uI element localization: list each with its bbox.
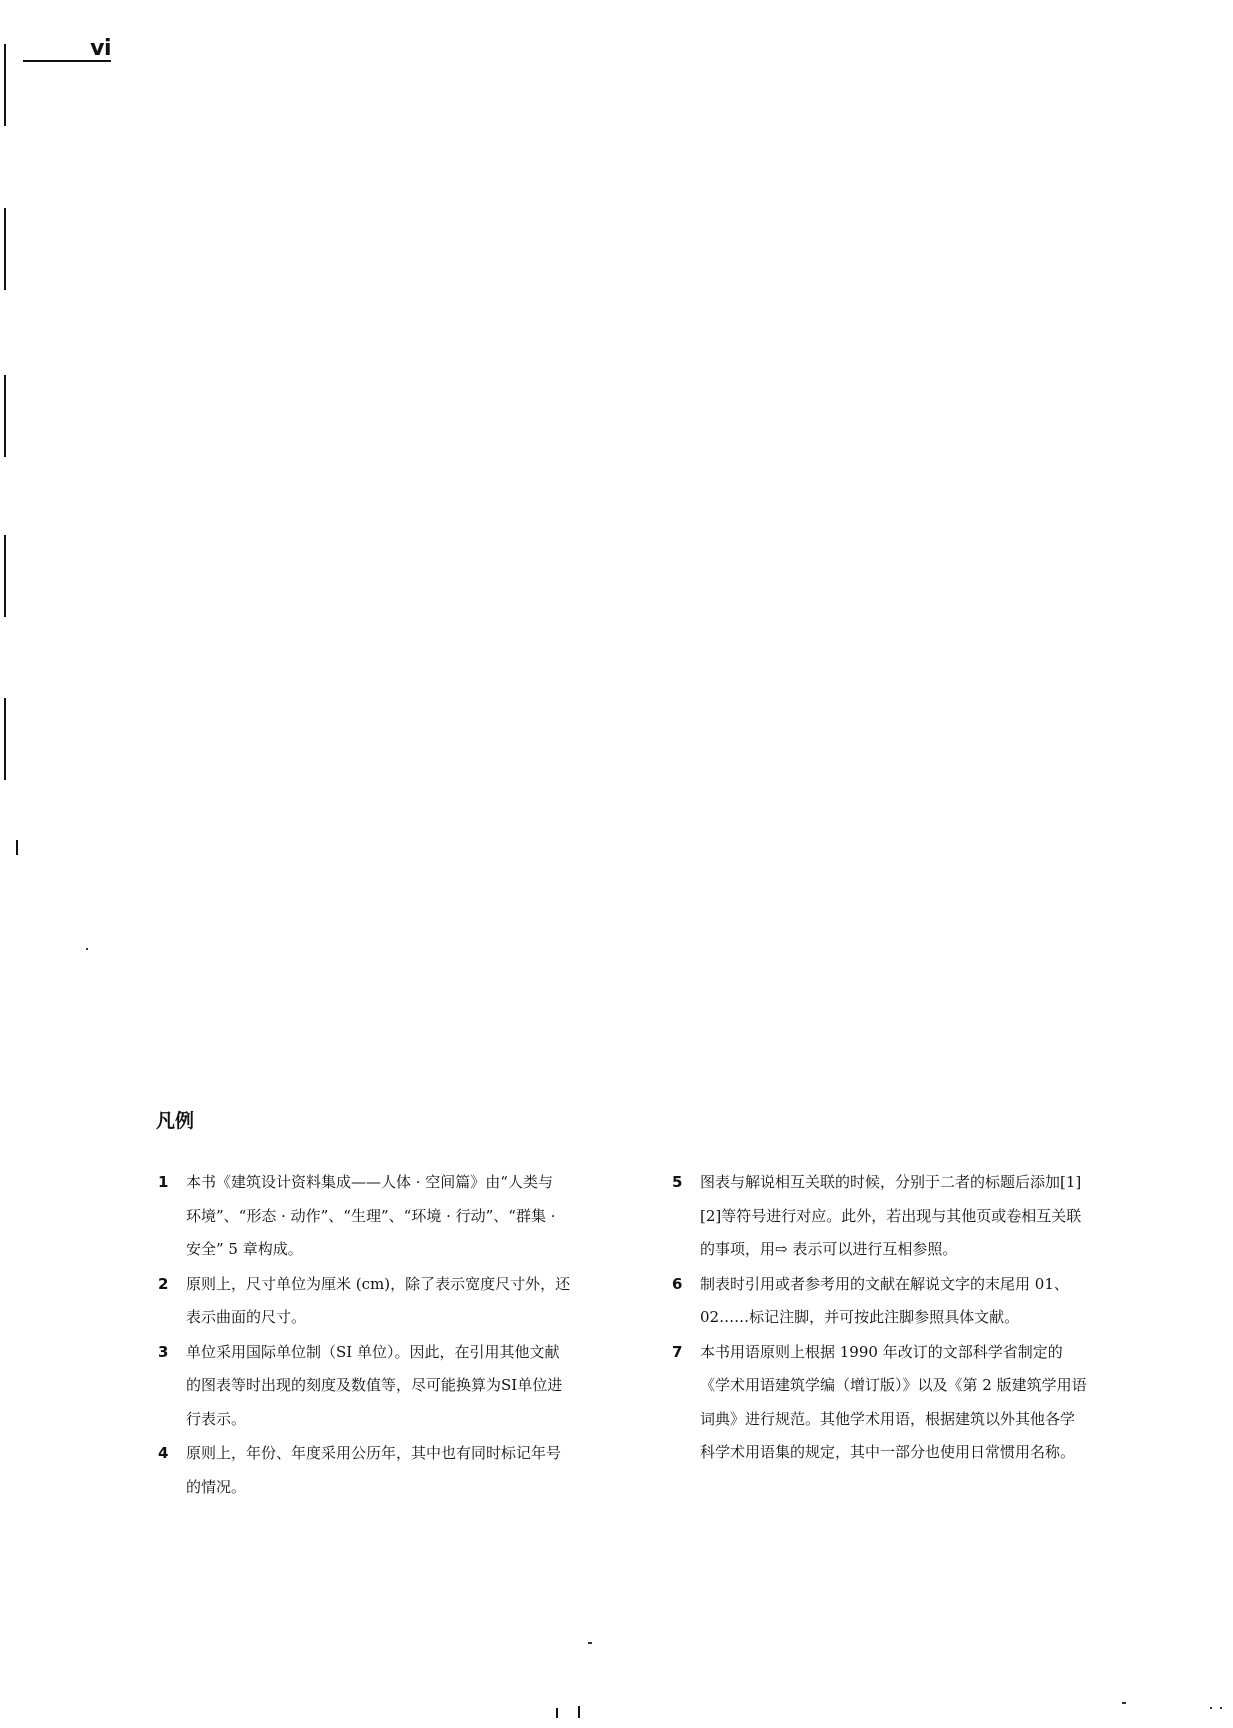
note-text (700, 1336, 1170, 1470)
note-item (670, 1336, 1170, 1470)
section-title: 凡例 (156, 1110, 195, 1132)
note-line: 行表示。 (186, 1409, 247, 1428)
note-number: 2 (158, 1274, 169, 1293)
note-number: 6 (672, 1274, 683, 1293)
notes-column-right (670, 1166, 1170, 1471)
note-item (156, 1336, 656, 1437)
note-line: 制表时引用或者参考用的文献在解说文字的末尾用 01、 (700, 1274, 1069, 1293)
note-number: 7 (672, 1342, 683, 1361)
note-number: 5 (672, 1173, 683, 1191)
page-number: vi (90, 36, 111, 61)
margin-rule (4, 44, 6, 126)
note-line: 图表与解说相互关联的时候，分别于二者的标题后添加[1] (700, 1173, 1082, 1191)
note-item (156, 1268, 656, 1335)
scan-speck (1122, 1702, 1126, 1704)
note-item (670, 1166, 1170, 1267)
note-line: 《学术用语建筑学编（增订版）》以及《第 2 版建筑学用语 (700, 1376, 1087, 1394)
bottom-mark (578, 1706, 580, 1718)
note-number: 1 (158, 1173, 169, 1191)
margin-rule (4, 698, 6, 780)
note-line: 词典》进行规范。其他学术用语，根据建筑以外其他各学 (700, 1409, 1076, 1428)
page-folio (23, 36, 111, 62)
scan-speck (1220, 1707, 1222, 1709)
bottom-mark (556, 1708, 558, 1718)
note-item (156, 1437, 656, 1504)
note-number: 4 (158, 1444, 169, 1462)
scan-speck (1210, 1707, 1212, 1709)
note-line: 环境”、“形态 · 动作”、“生理”、“环境 · 行动”、“群集 · (186, 1206, 556, 1225)
note-line: 的图表等时出现的刻度及数值等，尽可能换算为SI单位进 (186, 1376, 563, 1394)
note-line: 科学术用语集的规定，其中一部分也使用日常惯用名称。 (700, 1443, 1076, 1461)
note-text (186, 1336, 656, 1437)
margin-rule (4, 375, 6, 457)
note-line: 单位采用国际单位制（SI 单位）。因此，在引用其他文献 (186, 1342, 560, 1361)
note-text (186, 1268, 656, 1335)
note-line: 的事项，用⇨ 表示可以进行互相参照。 (700, 1240, 958, 1258)
scan-speck (588, 1642, 592, 1644)
note-text (700, 1166, 1170, 1267)
note-item (670, 1268, 1170, 1335)
note-item (156, 1166, 656, 1267)
margin-rule (4, 208, 6, 290)
scan-speck (86, 948, 88, 950)
note-line: 本书用语原则上根据 1990 年改订的文部科学省制定的 (700, 1342, 1063, 1361)
note-number: 3 (158, 1342, 169, 1361)
note-text (186, 1166, 656, 1267)
note-line: 02……标记注脚，并可按此注脚参照具体文献。 (700, 1308, 1020, 1326)
note-line: 表示曲面的尺寸。 (186, 1308, 307, 1326)
note-line: 的情况。 (186, 1477, 247, 1496)
note-line: 本书《建筑设计资料集成——人体 · 空间篇》由“人类与 (186, 1173, 553, 1191)
note-line: 原则上，尺寸单位为厘米 (cm)，除了表示宽度尺寸外，还 (186, 1274, 571, 1293)
note-line: [2]等符号进行对应。此外，若出现与其他页或卷相互关联 (700, 1206, 1082, 1225)
margin-rule (4, 535, 6, 617)
margin-mark (16, 840, 18, 855)
note-text (186, 1437, 656, 1504)
note-line: 原则上，年份、年度采用公历年，其中也有同时标记年号 (186, 1444, 562, 1462)
note-line: 安全” 5 章构成。 (186, 1240, 303, 1258)
note-text (700, 1268, 1170, 1335)
notes-column-left (156, 1166, 656, 1505)
